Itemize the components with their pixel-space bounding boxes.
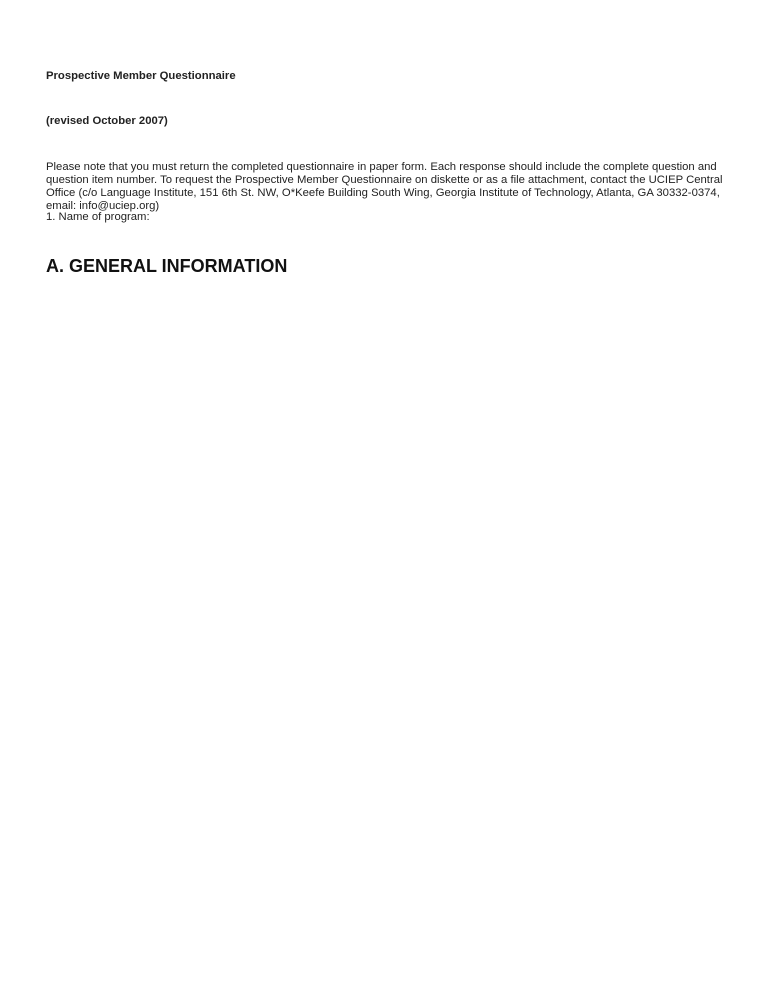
section-a-heading: A. GENERAL INFORMATION [46,256,288,276]
revision-note: (revised October 2007) [46,115,168,127]
intro-paragraph: Please note that you must return the completed questionnaire in paper form. Each response should include the complete question and question item number. To request the Prospective Member Questionnaire on diskette or as a file attachment, contact the UCIEP Central Office (c/o Language Institute, 151 6th St. NW, O*Keefe Building South Wing, Georgia Institute of Technology, Atlanta, GA 30332-0374, email: info@uciep.org) [46,161,723,212]
question-a1: 1. Name of program: [46,211,150,223]
document-title: Prospective Member Questionnaire [46,70,236,82]
